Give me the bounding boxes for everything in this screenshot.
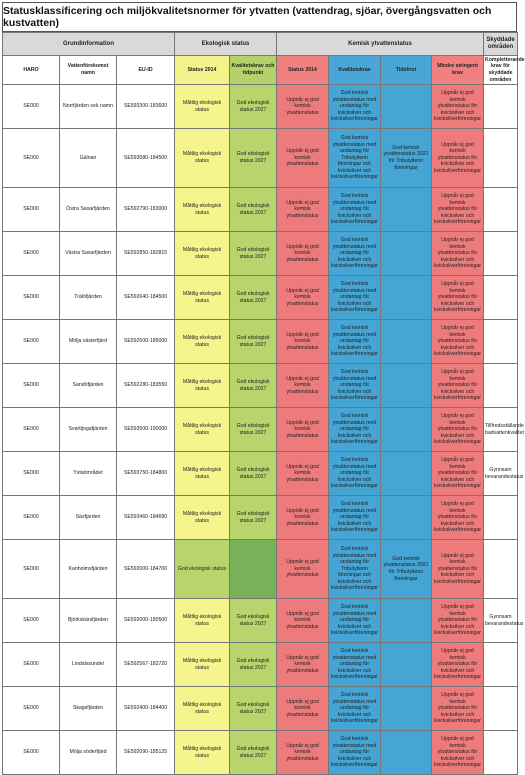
cell-haro: SE000 bbox=[3, 364, 60, 408]
cell-eko-krav: God ekologisk status 2027 bbox=[230, 320, 277, 364]
cell-kem-krav: God kemisk ytvattenstatus med undantag för kvicksilver och kvicksilverföreningar bbox=[329, 643, 381, 687]
cell-kompletterande bbox=[484, 496, 518, 540]
cell-haro: SE000 bbox=[3, 276, 60, 320]
cell-kompletterande bbox=[484, 687, 518, 731]
cell-tidsfrist: God kemisk ytvattenstatus 2021 för Tributyltenn föreningar bbox=[381, 129, 432, 188]
cell-eko-status: Måttlig ekologisk status bbox=[175, 129, 230, 188]
col-kompletterande: Kompletterande krav för skyddade områden bbox=[485, 56, 525, 83]
table-row bbox=[3, 687, 518, 731]
col-euid: EU-ID bbox=[117, 56, 175, 85]
cell-euid: SE592000-184700 bbox=[117, 540, 175, 599]
cell-eko-krav: God ekologisk status 2027 bbox=[230, 129, 277, 188]
cell-tidsfrist bbox=[381, 687, 432, 731]
col-mindre-stringent: Mindre stringent krav bbox=[432, 56, 484, 85]
cell-eko-status: Måttlig ekologisk status bbox=[175, 276, 230, 320]
cell-namn: Mölja söderfjärd bbox=[60, 731, 117, 775]
cell-mindre-stringent: Uppnår ej god kemisk ytvattenstatus för kvicksilver och kvicksilverföreningar bbox=[432, 320, 484, 364]
cell-kem-status: Uppnår ej god kemisk ytvattenstatus bbox=[277, 496, 329, 540]
cell-euid: SE593300-183600 bbox=[117, 85, 175, 129]
cell-kompletterande bbox=[484, 540, 518, 599]
cell-namn: Kanholmsfjärden bbox=[60, 540, 117, 599]
cell-namn: Västra Saxarfjärden bbox=[60, 232, 117, 276]
cell-mindre-stringent: Uppnår ej god kemisk ytvattenstatus för kvicksilver och kvicksilverföreningar bbox=[432, 188, 484, 232]
cell-mindre-stringent: Uppnår ej god kemisk ytvattenstatus för kvicksilver och kvicksilverföreningar bbox=[432, 408, 484, 452]
table-row bbox=[3, 408, 518, 452]
cell-kompletterande bbox=[484, 232, 518, 276]
cell-haro: SE000 bbox=[3, 408, 60, 452]
cell-mindre-stringent: Uppnår ej god kemisk ytvattenstatus för kvicksilver och kvicksilverföreningar bbox=[432, 276, 484, 320]
col-haro: HARO bbox=[3, 56, 60, 85]
status-table bbox=[2, 32, 525, 775]
cell-eko-status: Måttlig ekologisk status bbox=[175, 452, 230, 496]
table-row bbox=[3, 452, 518, 496]
cell-eko-krav: God ekologisk status 2027 bbox=[230, 408, 277, 452]
cell-namn: Säxfjärden bbox=[60, 496, 117, 540]
cell-haro: SE000 bbox=[3, 129, 60, 188]
cell-kem-status: Uppnår ej god kemisk ytvattenstatus bbox=[277, 276, 329, 320]
cell-kem-krav: God kemisk ytvattenstatus med undantag för kvicksilver och kvicksilverföreningar bbox=[329, 188, 381, 232]
group-kemisk-status: Kemisk ytvattenstatus bbox=[277, 33, 484, 56]
cell-kem-status: Uppnår ej god kemisk ytvattenstatus bbox=[277, 540, 329, 599]
cell-kem-krav: God kemisk ytvattenstatus med undantag för kvicksilver och kvicksilverföreningar bbox=[329, 364, 381, 408]
cell-kem-status: Uppnår ej god kemisk ytvattenstatus bbox=[277, 188, 329, 232]
cell-kem-status: Uppnår ej god kemisk ytvattenstatus bbox=[277, 364, 329, 408]
cell-mindre-stringent: Uppnår ej god kemisk ytvattenstatus för kvicksilver och kvicksilverföreningar bbox=[432, 232, 484, 276]
cell-kem-krav: God kemisk ytvattenstatus med undantag för kvicksilver och kvicksilverföreningar bbox=[329, 232, 381, 276]
cell-tidsfrist bbox=[381, 599, 432, 643]
group-grundinformation: Grundinformation bbox=[3, 33, 175, 56]
cell-namn: Mölja västerfjärd bbox=[60, 320, 117, 364]
cell-eko-status: Måttlig ekologisk status bbox=[175, 232, 230, 276]
cell-euid: SE592500-185000 bbox=[117, 320, 175, 364]
cell-kem-krav: God kemisk ytvattenstatus med undantag för kvicksilver och kvicksilverföreningar bbox=[329, 276, 381, 320]
cell-euid: SE593460-184690 bbox=[117, 496, 175, 540]
cell-namn: Björkskärsfjärden bbox=[60, 599, 117, 643]
cell-tidsfrist bbox=[381, 188, 432, 232]
cell-eko-status: Måttlig ekologisk status bbox=[175, 85, 230, 129]
cell-haro: SE000 bbox=[3, 496, 60, 540]
cell-kem-status: Uppnår ej god kemisk ytvattenstatus bbox=[277, 129, 329, 188]
table-row bbox=[3, 129, 518, 188]
cell-euid: SE593750-184800 bbox=[117, 452, 175, 496]
cell-mindre-stringent: Uppnår ej god kemisk ytvattenstatus för kvicksilver och kvicksilverföreningar bbox=[432, 687, 484, 731]
cell-kem-status: Uppnår ej god kemisk ytvattenstatus bbox=[277, 85, 329, 129]
cell-mindre-stringent: Uppnår ej god kemisk ytvattenstatus för kvicksilver och kvicksilverföreningar bbox=[432, 496, 484, 540]
cell-namn: Ystaömrådet bbox=[60, 452, 117, 496]
cell-mindre-stringent: Uppnår ej god kemisk ytvattenstatus för kvicksilver och kvicksilverföreningar bbox=[432, 85, 484, 129]
cell-kem-krav: God kemisk ytvattenstatus med undantag för kvicksilver och kvicksilverföreningar bbox=[329, 320, 381, 364]
cell-euid: SE592850-182815 bbox=[117, 232, 175, 276]
cell-namn: Skagsfjärden bbox=[60, 687, 117, 731]
col-namn: Vattenförekomst namn bbox=[60, 56, 117, 85]
cell-eko-status: Måttlig ekologisk status bbox=[175, 687, 230, 731]
cell-tidsfrist bbox=[381, 232, 432, 276]
cell-mindre-stringent: Uppnår ej god kemisk ytvattenstatus för kvicksilver och kvicksilverföreningar bbox=[432, 731, 484, 775]
cell-eko-krav: God ekologisk status 2027 bbox=[230, 731, 277, 775]
cell-euid: SE592090-185125 bbox=[117, 731, 175, 775]
cell-tidsfrist bbox=[381, 85, 432, 129]
cell-tidsfrist bbox=[381, 731, 432, 775]
cell-euid: SE592400-184400 bbox=[117, 687, 175, 731]
cell-mindre-stringent: Uppnår ej god kemisk ytvattenstatus för kvicksilver och kvicksilverföreningar bbox=[432, 452, 484, 496]
group-skyddade-omraden: Skyddade områden bbox=[484, 33, 518, 56]
cell-tidsfrist bbox=[381, 364, 432, 408]
column-header-row bbox=[3, 56, 518, 85]
cell-namn: Trälöfjärden bbox=[60, 276, 117, 320]
cell-kompletterande bbox=[484, 188, 518, 232]
col-eko-status: Status 2014 bbox=[175, 56, 230, 85]
cell-kem-status: Uppnår ej god kemisk ytvattenstatus bbox=[277, 408, 329, 452]
table-row bbox=[3, 188, 518, 232]
group-header-row bbox=[3, 33, 518, 56]
cell-kem-status: Uppnår ej god kemisk ytvattenstatus bbox=[277, 599, 329, 643]
cell-eko-krav: God ekologisk status 2027 bbox=[230, 687, 277, 731]
cell-eko-status: Måttlig ekologisk status bbox=[175, 188, 230, 232]
table-row bbox=[3, 540, 518, 599]
cell-eko-krav: God ekologisk status 2027 bbox=[230, 643, 277, 687]
cell-kem-krav: God kemisk ytvattenstatus med undantag för kvicksilver och kvicksilverföreningar bbox=[329, 452, 381, 496]
cell-eko-krav: God ekologisk status 2027 bbox=[230, 85, 277, 129]
cell-kem-status: Uppnår ej god kemisk ytvattenstatus bbox=[277, 687, 329, 731]
cell-tidsfrist: God kemisk ytvattenstatus 2021 för Tributyltenn föreningar bbox=[381, 540, 432, 599]
cell-eko-krav: God ekologisk status 2027 bbox=[230, 452, 277, 496]
cell-eko-krav: God ekologisk status 2027 bbox=[230, 276, 277, 320]
cell-kem-krav: God kemisk ytvattenstatus med undantag för kvicksilver och kvicksilverföreningar bbox=[329, 408, 381, 452]
cell-kompletterande bbox=[484, 85, 518, 129]
cell-euid: SE592640-184500 bbox=[117, 276, 175, 320]
cell-tidsfrist bbox=[381, 496, 432, 540]
cell-kompletterande bbox=[484, 129, 518, 188]
cell-namn: Gälnan bbox=[60, 129, 117, 188]
cell-eko-krav: God ekologisk status 2027 bbox=[230, 496, 277, 540]
table-row bbox=[3, 599, 518, 643]
cell-namn: Norrfjärden sek namn bbox=[60, 85, 117, 129]
page-title: Statusklassificering och miljökvalitetsnormer för ytvatten (vattendrag, sjöar, övergångsvatten och kustvatten) bbox=[2, 2, 517, 32]
cell-haro: SE000 bbox=[3, 643, 60, 687]
cell-eko-krav bbox=[230, 540, 277, 599]
table-row bbox=[3, 85, 518, 129]
cell-haro: SE000 bbox=[3, 540, 60, 599]
cell-haro: SE000 bbox=[3, 85, 60, 129]
cell-kem-krav: God kemisk ytvattenstatus med undantag för kvicksilver och kvicksilverföreningar bbox=[329, 687, 381, 731]
cell-kompletterande: Gynnsam bevarandestatus bbox=[484, 599, 518, 643]
cell-tidsfrist bbox=[381, 408, 432, 452]
cell-haro: SE000 bbox=[3, 232, 60, 276]
table-row bbox=[3, 364, 518, 408]
table-row bbox=[3, 232, 518, 276]
cell-haro: SE000 bbox=[3, 452, 60, 496]
cell-eko-status: Måttlig ekologisk status bbox=[175, 408, 230, 452]
cell-kem-krav: God kemisk ytvattenstatus med undantag för kvicksilver och kvicksilverföreningar bbox=[329, 599, 381, 643]
cell-namn: Östra Saxarfjärden bbox=[60, 188, 117, 232]
cell-kompletterande: Tillfredsställande badvattenkvalitet bbox=[484, 408, 518, 452]
cell-kem-status: Uppnår ej god kemisk ytvattenstatus bbox=[277, 320, 329, 364]
cell-euid: SE592280-183550 bbox=[117, 364, 175, 408]
cell-kem-krav: God kemisk ytvattenstatus med undantag för Tributyltenn föreningar och kvicksilver och kvicksilverföreningar bbox=[329, 129, 381, 188]
cell-kem-krav: God kemisk ytvattenstatus med undantag för kvicksilver och kvicksilverföreningar bbox=[329, 496, 381, 540]
cell-eko-krav: God ekologisk status 2027 bbox=[230, 188, 277, 232]
cell-mindre-stringent: Uppnår ej god kemisk ytvattenstatus för kvicksilver och kvicksilverföreningar bbox=[432, 599, 484, 643]
cell-tidsfrist bbox=[381, 452, 432, 496]
cell-tidsfrist bbox=[381, 276, 432, 320]
cell-kompletterande bbox=[484, 364, 518, 408]
cell-mindre-stringent: Uppnår ej god kemisk ytvattenstatus för kvicksilver och kvicksilverföreningar bbox=[432, 364, 484, 408]
cell-namn: Svartljogafjärden bbox=[60, 408, 117, 452]
cell-kem-krav: God kemisk ytvattenstatus med undantag för Tributyltenn föreningar och kvicksilver och kvicksilverföreningar bbox=[329, 540, 381, 599]
cell-haro: SE000 bbox=[3, 320, 60, 364]
document bbox=[2, 2, 525, 775]
cell-mindre-stringent: Uppnår ej god kemisk ytvattenstatus för kvicksilver och kvicksilverföreningar bbox=[432, 540, 484, 599]
cell-tidsfrist bbox=[381, 320, 432, 364]
cell-haro: SE000 bbox=[3, 687, 60, 731]
cell-eko-status: Måttlig ekologisk status bbox=[175, 643, 230, 687]
cell-euid: SE592567-182720 bbox=[117, 643, 175, 687]
cell-eko-status: Måttlig ekologisk status bbox=[175, 320, 230, 364]
cell-eko-status: Måttlig ekologisk status bbox=[175, 731, 230, 775]
cell-haro: SE000 bbox=[3, 731, 60, 775]
cell-euid: SE593500-190000 bbox=[117, 408, 175, 452]
cell-kompletterande: Gynnsam bevarandestatus bbox=[484, 452, 518, 496]
cell-kem-krav: God kemisk ytvattenstatus med undantag för kvicksilver och kvicksilverföreningar bbox=[329, 85, 381, 129]
cell-kompletterande bbox=[484, 731, 518, 775]
cell-euid: SE592000-180500 bbox=[117, 599, 175, 643]
cell-kem-status: Uppnår ej god kemisk ytvattenstatus bbox=[277, 731, 329, 775]
col-kem-status: Status 2014 bbox=[277, 56, 329, 85]
cell-namn: Sandöfjärden bbox=[60, 364, 117, 408]
cell-haro: SE000 bbox=[3, 188, 60, 232]
cell-eko-krav: God ekologisk status 2027 bbox=[230, 364, 277, 408]
cell-kompletterande bbox=[484, 643, 518, 687]
cell-kompletterande bbox=[484, 276, 518, 320]
cell-eko-krav: God ekologisk status 2027 bbox=[230, 232, 277, 276]
cell-kompletterande bbox=[484, 320, 518, 364]
table-row bbox=[3, 276, 518, 320]
table-row bbox=[3, 496, 518, 540]
cell-eko-status: Måttlig ekologisk status bbox=[175, 599, 230, 643]
cell-eko-status: God ekologisk status bbox=[175, 540, 230, 599]
group-ekologisk-status: Ekologisk status bbox=[175, 33, 277, 56]
table-row bbox=[3, 643, 518, 687]
cell-tidsfrist bbox=[381, 643, 432, 687]
col-tidsfrist: Tidsfrist bbox=[381, 56, 432, 85]
cell-kem-status: Uppnår ej god kemisk ytvattenstatus bbox=[277, 643, 329, 687]
cell-kem-status: Uppnår ej god kemisk ytvattenstatus bbox=[277, 232, 329, 276]
cell-eko-krav: God ekologisk status 2027 bbox=[230, 599, 277, 643]
cell-namn: Lindalssundet bbox=[60, 643, 117, 687]
cell-kem-status: Uppnår ej god kemisk ytvattenstatus bbox=[277, 452, 329, 496]
table-row bbox=[3, 731, 518, 775]
cell-kem-krav: God kemisk ytvattenstatus med undantag för kvicksilver och kvicksilverföreningar bbox=[329, 731, 381, 775]
cell-haro: SE000 bbox=[3, 599, 60, 643]
cell-mindre-stringent: Uppnår ej god kemisk ytvattenstatus för kvicksilver och kvicksilverföreningar bbox=[432, 129, 484, 188]
cell-eko-status: Måttlig ekologisk status bbox=[175, 364, 230, 408]
col-kem-krav: Kvalitetskrav bbox=[329, 56, 381, 85]
cell-euid: SE592790-183000 bbox=[117, 188, 175, 232]
cell-mindre-stringent: Uppnår ej god kemisk ytvattenstatus för kvicksilver och kvicksilverföreningar bbox=[432, 643, 484, 687]
col-eko-krav: Kvalitetskrav och tidpunkt bbox=[230, 56, 277, 85]
table-row bbox=[3, 320, 518, 364]
cell-eko-status: Måttlig ekologisk status bbox=[175, 496, 230, 540]
cell-euid: SE593080-184500 bbox=[117, 129, 175, 188]
